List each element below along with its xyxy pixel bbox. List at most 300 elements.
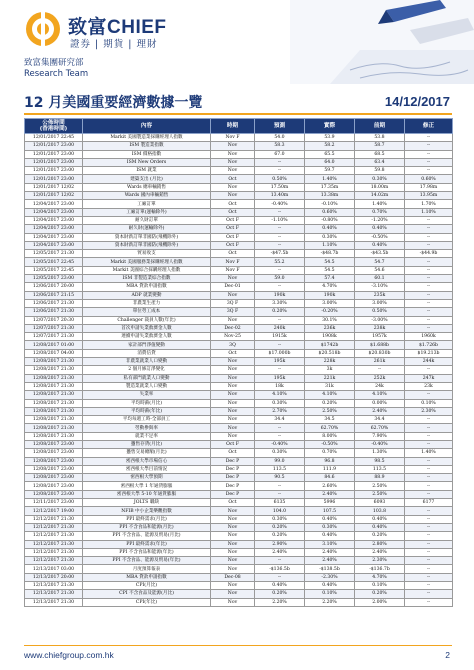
cell-prior: 24k xyxy=(355,382,405,390)
cell-revised: -- xyxy=(405,134,453,142)
cell-revised: -- xyxy=(405,416,453,424)
cell-revised: 17.98m xyxy=(405,183,453,191)
table-row xyxy=(25,275,453,283)
cell-content: CPI(月比) xyxy=(83,582,211,590)
cell-time: 12/04/2017 23:00 xyxy=(25,241,83,249)
cell-forecast: 17.50m xyxy=(255,183,305,191)
cell-period: Nov xyxy=(211,557,255,565)
cell-actual: 34.5 xyxy=(305,416,355,424)
table-row xyxy=(25,341,453,349)
table-row xyxy=(25,134,453,142)
cell-actual: 62.70% xyxy=(305,424,355,432)
cell-forecast: 67.0 xyxy=(255,150,305,158)
cell-forecast: 90.5 xyxy=(255,474,305,482)
cell-forecast: 104.0 xyxy=(255,507,305,515)
cell-revised: -- xyxy=(405,225,453,233)
table-row xyxy=(25,548,453,556)
cell-time: 12/08/2017 21:30 xyxy=(25,374,83,382)
col-revised: 修正 xyxy=(405,119,453,134)
table-row xyxy=(25,523,453,531)
cell-actual: -0.50% xyxy=(305,440,355,448)
cell-revised: -- xyxy=(405,490,453,498)
cell-revised: -- xyxy=(405,573,453,581)
cell-revised: -- xyxy=(405,391,453,399)
cell-forecast: 0.20% xyxy=(255,590,305,598)
cell-time: 12/01/2017 23:00 xyxy=(25,142,83,150)
table-row xyxy=(25,507,453,515)
cell-content: 消費信貸 xyxy=(83,349,211,357)
cell-revised: -- xyxy=(405,283,453,291)
cell-prior: 0.50% xyxy=(355,308,405,316)
cell-period: Nov xyxy=(211,523,255,531)
footer-divider xyxy=(24,645,452,646)
cell-revised: -- xyxy=(405,241,453,249)
cell-period: Nov-25 xyxy=(211,333,255,341)
cell-revised: -- xyxy=(405,299,453,307)
cell-period: Nov xyxy=(211,424,255,432)
cell-forecast: -- xyxy=(255,366,305,374)
cell-content: ISM 價格指數 xyxy=(83,150,211,158)
cell-actual: 4.70% xyxy=(305,283,355,291)
cell-content: ISM New Orders xyxy=(83,158,211,166)
cell-period: Nov xyxy=(211,540,255,548)
cell-prior: 53.8 xyxy=(355,134,405,142)
cell-revised: 247k xyxy=(405,374,453,382)
cell-period: Oct xyxy=(211,250,255,258)
cell-actual: 13.38m xyxy=(305,192,355,200)
report-date: 14/12/2017 xyxy=(384,94,450,109)
cell-revised: -- xyxy=(405,366,453,374)
table-row xyxy=(25,490,453,498)
cell-prior: 235k xyxy=(355,291,405,299)
cell-actual: -2.30% xyxy=(305,573,355,581)
cell-revised: 23k xyxy=(405,382,453,390)
cell-period: Nov xyxy=(211,515,255,523)
cell-actual: 0.40% xyxy=(305,582,355,590)
cell-content: 躉售交易總額(月比) xyxy=(83,449,211,457)
cell-period: 3Q F xyxy=(211,299,255,307)
cell-prior: 1.30% xyxy=(355,449,405,457)
report-header xyxy=(0,0,474,84)
cell-forecast: 0.20% xyxy=(255,308,305,316)
cell-content: 非農業生產力 xyxy=(83,299,211,307)
cell-period: Dec-08 xyxy=(211,573,255,581)
cell-period: Nov xyxy=(211,183,255,191)
title-divider xyxy=(24,113,452,115)
table-row xyxy=(25,233,453,241)
cell-time: 12/08/2017 23:00 xyxy=(25,490,83,498)
cell-prior: 0.10% xyxy=(355,582,405,590)
cell-content: 密西根大學市場信心 xyxy=(83,457,211,465)
cell-time: 12/08/2017 23:00 xyxy=(25,474,83,482)
cell-revised: -- xyxy=(405,424,453,432)
cell-forecast: -- xyxy=(255,490,305,498)
cell-forecast: 13.40m xyxy=(255,192,305,200)
table-row xyxy=(25,358,453,366)
cell-forecast: 99.0 xyxy=(255,457,305,465)
table-row xyxy=(25,399,453,407)
cell-period: Oct F xyxy=(211,216,255,224)
cell-period: Nov xyxy=(211,507,255,515)
cell-period: Dec P xyxy=(211,490,255,498)
cell-period: Nov xyxy=(211,150,255,158)
cell-time: 12/05/2017 21:30 xyxy=(25,250,83,258)
cell-actual: -0.20% xyxy=(305,308,355,316)
cell-time: 12/08/2017 23:00 xyxy=(25,449,83,457)
table-row xyxy=(25,391,453,399)
cell-forecast: 6135 xyxy=(255,499,305,507)
cell-revised: -- xyxy=(405,515,453,523)
cell-period: Oct F xyxy=(211,241,255,249)
cell-actual: 54.5 xyxy=(305,258,355,266)
cell-prior: 18.00m xyxy=(355,183,405,191)
cell-time: 12/08/2017 23:00 xyxy=(25,465,83,473)
cell-revised: -- xyxy=(405,440,453,448)
table-row xyxy=(25,258,453,266)
cell-prior: -3.10% xyxy=(355,283,405,291)
cell-content: PPI 不含食品和能源(年比) xyxy=(83,548,211,556)
table-row xyxy=(25,225,453,233)
cell-revised: -- xyxy=(405,266,453,274)
cell-content: ISM 製造業指數 xyxy=(83,142,211,150)
cell-actual: 59.7 xyxy=(305,167,355,175)
cell-actual: $1742b xyxy=(305,341,355,349)
pen-writing-illustration xyxy=(290,0,474,84)
cell-prior: 62.70% xyxy=(355,424,405,432)
table-row xyxy=(25,482,453,490)
cell-actual: 111.9 xyxy=(305,465,355,473)
cell-revised: -- xyxy=(405,316,453,324)
cell-content: PPI 不含食品、能源及貿易(月比) xyxy=(83,532,211,540)
cell-revised: 1.10% xyxy=(405,208,453,216)
cell-actual: -$138.5b xyxy=(305,565,355,573)
table-row xyxy=(25,291,453,299)
cell-period: 3Q F xyxy=(211,308,255,316)
cell-content: Wards 總車輛銷售 xyxy=(83,183,211,191)
cell-forecast: 0.20% xyxy=(255,523,305,531)
col-forecast: 預測 xyxy=(255,119,305,134)
cell-actual: 0.20% xyxy=(305,399,355,407)
table-row xyxy=(25,241,453,249)
cell-forecast: -- xyxy=(255,432,305,440)
cell-time: 12/07/2017 21:30 xyxy=(25,333,83,341)
table-row xyxy=(25,449,453,457)
table-row xyxy=(25,142,453,150)
cell-time: 12/04/2017 23:00 xyxy=(25,200,83,208)
cell-content: 密西根大學 5-10 年通貨膨脹 xyxy=(83,490,211,498)
cell-prior: 54.7 xyxy=(355,258,405,266)
cell-time: 12/08/2017 21:30 xyxy=(25,416,83,424)
cell-period: Nov xyxy=(211,382,255,390)
cell-revised: -$44.9b xyxy=(405,250,453,258)
cell-content: 密西根大學 1 年通貨膨脹 xyxy=(83,482,211,490)
cell-actual: 0.30% xyxy=(305,233,355,241)
cell-forecast: 34.4 xyxy=(255,416,305,424)
cell-forecast: 0.40% xyxy=(255,582,305,590)
cell-period: Nov xyxy=(211,416,255,424)
table-row xyxy=(25,440,453,448)
cell-forecast: 0.20% xyxy=(255,532,305,540)
cell-time: 12/06/2017 21:30 xyxy=(25,299,83,307)
cell-time: 12/07/2017 21:30 xyxy=(25,324,83,332)
cell-prior: 34.4 xyxy=(355,416,405,424)
cell-time: 12/12/2017 21:30 xyxy=(25,557,83,565)
cell-revised: 13.95m xyxy=(405,192,453,200)
cell-actual: 96.8 xyxy=(305,457,355,465)
cell-period: Nov xyxy=(211,582,255,590)
cell-prior: -0.40% xyxy=(355,440,405,448)
cell-content: 資本財新訂單非國防(飛機除外) xyxy=(83,233,211,241)
table-row xyxy=(25,299,453,307)
cell-actual: 236k xyxy=(305,324,355,332)
cell-content: ISM 非製造業綜合指數 xyxy=(83,275,211,283)
cell-time: 12/08/2017 21:30 xyxy=(25,399,83,407)
cell-content: PPI 最終需求(年比) xyxy=(83,540,211,548)
chief-logo xyxy=(24,10,167,58)
footer-website: www.chiefgroup.com.hk xyxy=(24,650,114,660)
cell-time: 12/13/2017 21:30 xyxy=(25,598,83,606)
table-row xyxy=(25,582,453,590)
cell-forecast: $17.000b xyxy=(255,349,305,357)
cell-time: 12/13/2017 20:00 xyxy=(25,573,83,581)
cell-time: 12/12/2017 21:30 xyxy=(25,523,83,531)
table-header-row xyxy=(25,119,453,134)
cell-prior: 0.40% xyxy=(355,523,405,531)
table-row xyxy=(25,208,453,216)
cell-time: 12/08/2017 23:00 xyxy=(25,440,83,448)
cell-revised: -- xyxy=(405,565,453,573)
cell-content: 製造業就業人口變動 xyxy=(83,382,211,390)
cell-forecast: -0.40% xyxy=(255,440,305,448)
cell-content: 躉售存貨(月比) xyxy=(83,440,211,448)
logo-tagline: 證券 | 期貨 | 理財 xyxy=(70,39,158,50)
cell-time: 12/01/2017 12/02 xyxy=(25,192,83,200)
cell-prior: 1.40% xyxy=(355,200,405,208)
cell-prior: 7.90% xyxy=(355,432,405,440)
cell-prior: $20.830b xyxy=(355,349,405,357)
cell-prior: 0.00% xyxy=(355,399,405,407)
cell-time: 12/04/2017 23:00 xyxy=(25,233,83,241)
table-row xyxy=(25,515,453,523)
chief-globe-icon xyxy=(24,10,62,48)
cell-time: 12/05/2017 22:45 xyxy=(25,258,83,266)
cell-actual: 84.6 xyxy=(305,474,355,482)
cell-time: 12/01/2017 12/02 xyxy=(25,183,83,191)
table-row xyxy=(25,167,453,175)
cell-content: 密西根大學目前情況 xyxy=(83,465,211,473)
cell-actual: 2.60% xyxy=(305,482,355,490)
table-row xyxy=(25,266,453,274)
cell-revised: 0.60% xyxy=(405,175,453,183)
cell-forecast: -$47.5b xyxy=(255,250,305,258)
cell-forecast: -- xyxy=(255,233,305,241)
cell-prior: 2.80% xyxy=(355,540,405,548)
cell-actual: 17.35m xyxy=(305,183,355,191)
cell-actual: 3k xyxy=(305,366,355,374)
cell-revised: 1.70% xyxy=(405,200,453,208)
cell-content: 就業不足率 xyxy=(83,432,211,440)
cell-actual: 0.60% xyxy=(305,208,355,216)
cell-forecast: 2.90% xyxy=(255,540,305,548)
cell-prior: 0.30% xyxy=(355,175,405,183)
cell-prior: 2.40% xyxy=(355,407,405,415)
cell-prior: 4.10% xyxy=(355,391,405,399)
cell-forecast: -- xyxy=(255,424,305,432)
cell-prior: 63.4 xyxy=(355,158,405,166)
cell-forecast: -- xyxy=(255,341,305,349)
cell-revised: -- xyxy=(405,308,453,316)
cell-forecast: 0.30% xyxy=(255,399,305,407)
cell-period: Nov xyxy=(211,291,255,299)
cell-period: Dec P xyxy=(211,457,255,465)
cell-prior: 4.70% xyxy=(355,573,405,581)
cell-time: 12/01/2017 22:45 xyxy=(25,134,83,142)
cell-revised: -- xyxy=(405,598,453,606)
cell-prior: 2.30% xyxy=(355,557,405,565)
cell-actual: 0.40% xyxy=(305,532,355,540)
cell-prior: -3.00% xyxy=(355,316,405,324)
cell-time: 12/11/2017 23:00 xyxy=(25,499,83,507)
cell-forecast: 195k xyxy=(255,358,305,366)
cell-content: Wards 國內車輛銷售 xyxy=(83,192,211,200)
cell-time: 12/12/2017 21:30 xyxy=(25,532,83,540)
cell-forecast: 4.10% xyxy=(255,391,305,399)
cell-actual: 2.50% xyxy=(305,407,355,415)
cell-prior: 1957k xyxy=(355,333,405,341)
table-row xyxy=(25,192,453,200)
cell-revised: $1.726b xyxy=(405,341,453,349)
cell-forecast: 240k xyxy=(255,324,305,332)
cell-forecast: 1915k xyxy=(255,333,305,341)
cell-time: 12/12/2017 19:00 xyxy=(25,507,83,515)
cell-period: Oct xyxy=(211,349,255,357)
cell-time: 12/06/2017 20:00 xyxy=(25,283,83,291)
table-row xyxy=(25,474,453,482)
cell-actual: 53.9 xyxy=(305,134,355,142)
cell-actual: 0.30% xyxy=(305,523,355,531)
cell-forecast: 2.70% xyxy=(255,407,305,415)
cell-revised: -- xyxy=(405,548,453,556)
cell-content: 耐久財(運輸除外) xyxy=(83,225,211,233)
cell-content: 單位勞工成本 xyxy=(83,308,211,316)
cell-time: 12/07/2017 20:30 xyxy=(25,316,83,324)
cell-period: Dec P xyxy=(211,465,255,473)
cell-content: MBA 貸款申請指數 xyxy=(83,573,211,581)
cell-content: 2 個月修訂淨變化 xyxy=(83,366,211,374)
cell-prior: -- xyxy=(355,366,405,374)
team-name-cn: 致富集團研究部 xyxy=(24,58,84,68)
cell-forecast: -- xyxy=(255,557,305,565)
cell-revised: 244k xyxy=(405,358,453,366)
cell-period: Nov xyxy=(211,358,255,366)
cell-actual: 54.5 xyxy=(305,266,355,274)
cell-revised: -- xyxy=(405,465,453,473)
cell-time: 12/08/2017 21:30 xyxy=(25,382,83,390)
logo-wordmark: 致富CHIEF xyxy=(68,17,167,38)
cell-period: Nov xyxy=(211,391,255,399)
cell-forecast: -- xyxy=(255,266,305,274)
table-row xyxy=(25,382,453,390)
cell-actual: 31k xyxy=(305,382,355,390)
cell-forecast: 59.0 xyxy=(255,275,305,283)
cell-content: PPI 不含食品、能源及貿易(年比) xyxy=(83,557,211,565)
col-prior: 前期 xyxy=(355,119,405,134)
cell-forecast: -- xyxy=(255,316,305,324)
col-actual: 實際 xyxy=(305,119,355,134)
cell-actual: 0.70% xyxy=(305,449,355,457)
table-row xyxy=(25,590,453,598)
cell-period: Oct F xyxy=(211,440,255,448)
cell-prior: 2.50% xyxy=(355,490,405,498)
cell-prior: $1.688b xyxy=(355,341,405,349)
cell-prior: 6093 xyxy=(355,499,405,507)
cell-actual: 228k xyxy=(305,358,355,366)
cell-revised: $19.213b xyxy=(405,349,453,357)
cell-time: 12/06/2017 21:30 xyxy=(25,308,83,316)
cell-prior: 58.7 xyxy=(355,142,405,150)
cell-forecast: 55.2 xyxy=(255,258,305,266)
cell-time: 12/13/2017 03:00 xyxy=(25,565,83,573)
cell-forecast: -$136.5b xyxy=(255,565,305,573)
cell-time: 12/08/2017 21:30 xyxy=(25,391,83,399)
table-row xyxy=(25,432,453,440)
cell-revised: 1.40% xyxy=(405,449,453,457)
cell-prior: 0.70% xyxy=(355,208,405,216)
cell-time: 12/04/2017 23:00 xyxy=(25,216,83,224)
cell-prior: 3.00% xyxy=(355,299,405,307)
table-row xyxy=(25,557,453,565)
cell-time: 12/01/2017 23:00 xyxy=(25,158,83,166)
cell-time: 12/08/2017 21:30 xyxy=(25,366,83,374)
cell-period: Nov xyxy=(211,548,255,556)
table-row xyxy=(25,324,453,332)
cell-forecast: 58.3 xyxy=(255,142,305,150)
table-row xyxy=(25,565,453,573)
cell-revised: -- xyxy=(405,507,453,515)
cell-time: 12/08/2017 21:30 xyxy=(25,407,83,415)
cell-period: Nov xyxy=(211,316,255,324)
cell-forecast: -- xyxy=(255,167,305,175)
cell-revised: 1960k xyxy=(405,333,453,341)
cell-actual: 58.2 xyxy=(305,142,355,150)
cell-revised: -- xyxy=(405,457,453,465)
cell-time: 12/05/2017 22:45 xyxy=(25,266,83,274)
cell-time: 12/06/2017 21:15 xyxy=(25,291,83,299)
cell-actual: 3.00% xyxy=(305,299,355,307)
cell-forecast: 54.0 xyxy=(255,134,305,142)
cell-prior: 103.8 xyxy=(355,507,405,515)
cell-prior: -$136.7b xyxy=(355,565,405,573)
cell-prior: 0.40% xyxy=(355,241,405,249)
table-row xyxy=(25,540,453,548)
cell-prior: -1.20% xyxy=(355,216,405,224)
cell-content: 密西根大學預期 xyxy=(83,474,211,482)
col-period: 時期 xyxy=(211,119,255,134)
cell-revised: -- xyxy=(405,150,453,158)
cell-period: Dec-02 xyxy=(211,324,255,332)
page-number: 2 xyxy=(445,650,450,660)
cell-period: Oct xyxy=(211,449,255,457)
table-row xyxy=(25,150,453,158)
cell-time: 12/08/2017 01:00 xyxy=(25,341,83,349)
cell-period: Oct xyxy=(211,499,255,507)
table-row xyxy=(25,374,453,382)
cell-prior: 113.5 xyxy=(355,465,405,473)
cell-period: Nov xyxy=(211,374,255,382)
cell-content: 貿易收支 xyxy=(83,250,211,258)
table-row xyxy=(25,416,453,424)
cell-content: Markit 美國服務業採購經理人指數 xyxy=(83,258,211,266)
